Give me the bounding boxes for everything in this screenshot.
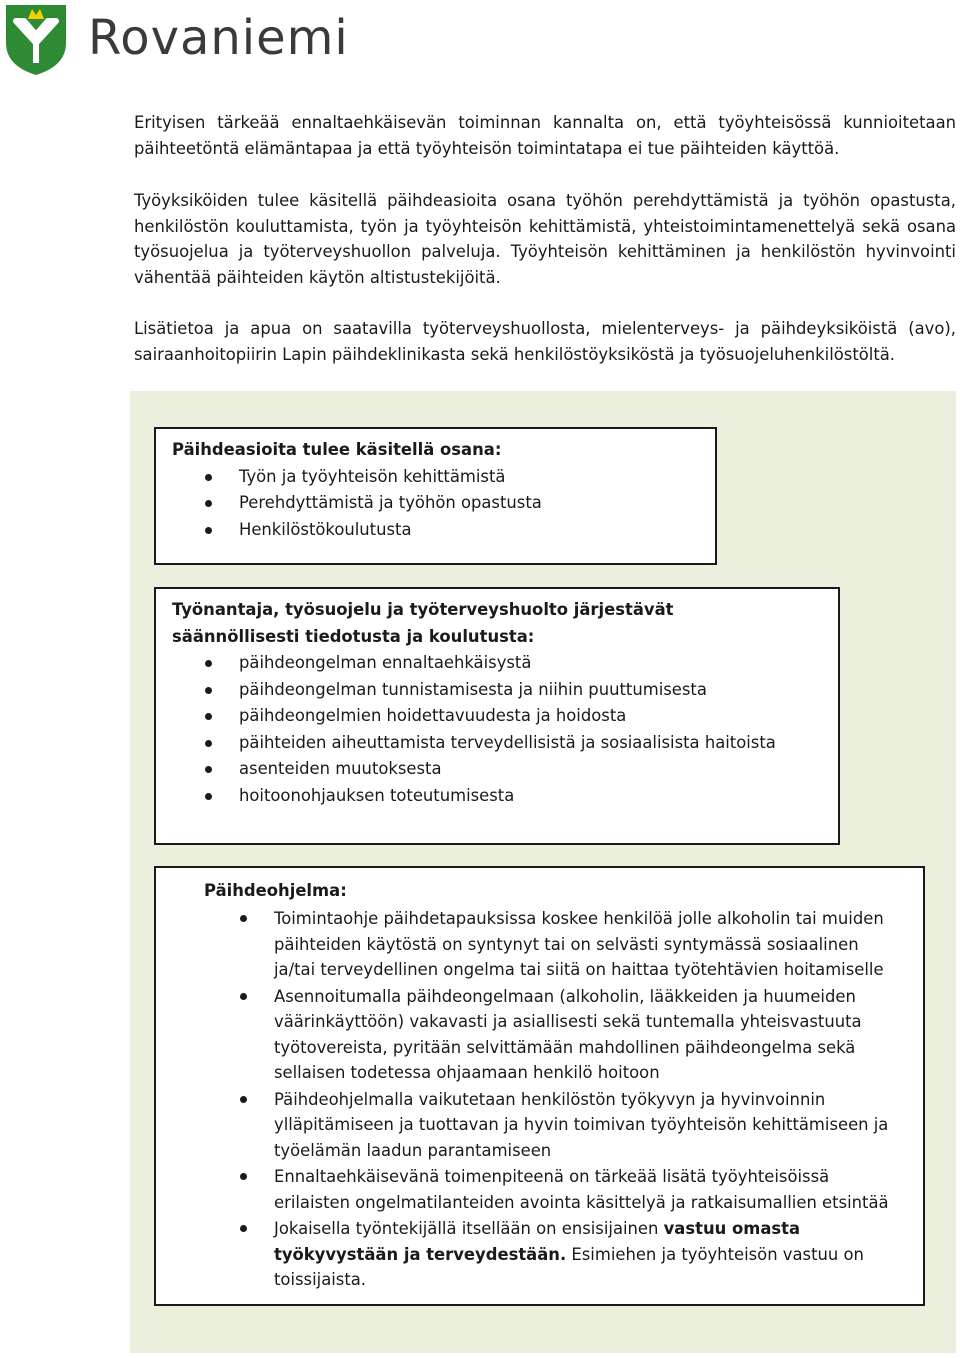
bullet-icon — [205, 766, 212, 773]
bullet-icon — [240, 1225, 247, 1232]
program-box — [154, 866, 925, 1306]
list-item — [172, 783, 824, 810]
list-item-text: päihteiden aiheuttamista terveydellisistä ja sosiaalisista haitoista — [239, 732, 776, 752]
list-item — [172, 464, 701, 491]
bullet-icon — [205, 713, 212, 720]
list-item-text: Jokaisella työntekijällä itsellään on ensisijainen — [274, 1219, 664, 1238]
topics-list — [172, 464, 701, 544]
training-box-title: Työnantaja, työsuojelu ja työterveyshuolto järjestävät säännöllisesti tiedotusta ja koulutusta: — [172, 600, 674, 646]
list-item — [204, 906, 903, 983]
training-box — [154, 587, 840, 845]
list-item-text: Työn ja työyhteisön kehittämistä — [239, 466, 506, 486]
list-item — [204, 1087, 903, 1164]
bullet-icon — [205, 660, 212, 667]
bullet-icon — [205, 687, 212, 694]
list-item — [172, 650, 824, 677]
list-item — [172, 730, 824, 757]
bullet-icon — [240, 1173, 247, 1180]
bullet-icon — [240, 1096, 247, 1103]
list-item-text: Päihdeohjelmalla vaikutetaan henkilöstön työkyvyn ja hyvinvoinnin ylläpitämiseen ja tuottavan ja hyvin toimivan työyhteisön kehittämiseen ja työelämän laadun parantamiseen — [274, 1089, 889, 1160]
list-item-text: päihdeongelmien hoidettavuudesta ja hoidosta — [239, 706, 627, 726]
program-box-title: Päihdeohjelma: — [204, 881, 347, 900]
program-list — [204, 906, 903, 1293]
list-item — [172, 490, 701, 517]
intro-paragraph-2: Työyksiköiden tulee käsitellä päihdeasioita osana työhön perehdyttämistä ja työhön opastusta, henkilöstön kouluttamista, työn ja työyhteisön kehittämistä, yhteistoimintamenettelyä sekä osana työsuojelua ja työterveyshuollon palveluja. Työyhteisön kehittäminen ja henkilöstön hyvinvointi vähentää päihteiden käytön altistustekijöitä. — [134, 191, 956, 287]
bullet-icon — [205, 793, 212, 800]
list-item-text: päihdeongelman ennaltaehkäisystä — [239, 653, 532, 672]
intro-paragraph-3: Lisätietoa ja apua on saatavilla työterveyshuollosta, mielenterveys- ja päihdeyksiköistä (avo), sairaanhoitopiirin Lapin päihdeklinikasta sekä henkilöstöyksiköstä ja työsuojeluhenkilöstöltä. — [134, 319, 956, 364]
bullet-icon — [240, 915, 247, 922]
list-item — [172, 517, 701, 544]
list-item — [204, 984, 903, 1086]
list-item-text: Perehdyttämistä ja työhön opastusta — [239, 493, 542, 512]
bullet-icon — [205, 474, 212, 481]
training-list — [172, 650, 824, 810]
list-item-text: asenteiden muutoksesta — [239, 759, 442, 779]
list-item — [172, 677, 824, 704]
bullet-icon — [205, 740, 212, 747]
topics-box-title: Päihdeasioita tulee käsitellä osana: — [172, 440, 502, 459]
list-item-text: Esimiehen ja työyhteisön vastuu on toissijaista. — [274, 1244, 864, 1289]
list-item-text: päihdeongelman tunnistamisesta ja niihin puuttumisesta — [239, 679, 707, 699]
bullet-icon — [240, 993, 247, 1000]
list-item — [172, 756, 824, 783]
list-item-text: Toimintaohje päihdetapauksissa koskee henkilöä jolle alkoholin tai muiden päihteiden käytöstä on syntynyt tai on selvästi syntymässä sosiaalinen ja/tai terveydellinen ongelma tai siitä on haittaa työtehtävien hoitamiselle — [274, 909, 884, 979]
logo-wordmark: Rovaniemi — [88, 10, 349, 66]
list-item-text: hoitoonohjauksen toteutumisesta — [239, 785, 515, 805]
topics-box — [154, 427, 717, 565]
list-item-text: Ennaltaehkäisevänä toimenpiteenä on tärkeää lisätä työyhteisöissä erilaisten ongelmatilanteiden avointa käsittelyä ja ratkaisumallien etsintää — [274, 1167, 889, 1212]
bullet-icon — [205, 500, 212, 507]
list-item — [172, 703, 824, 730]
list-item — [204, 1164, 903, 1215]
list-item-text: Asennoitumalla päihdeongelmaan (alkoholin, lääkkeiden ja huumeiden väärinkäyttöön) vakavasti ja asiallisesti sekä tuntemalla yhteisvastuuta työtovereista, pyritään selvittämään mahdollinen päihdeongelma sekä sellaisen todetessa ohjaamaan henkilö hoitoon — [274, 986, 862, 1082]
bullet-icon — [205, 527, 212, 534]
rovaniemi-coat-of-arms-icon — [4, 3, 68, 76]
page-header — [0, 0, 960, 80]
list-item — [204, 1216, 903, 1293]
list-item-emphasis: vastuu omasta työkyvystään ja terveydestään. — [274, 1219, 801, 1264]
list-item-text: Henkilöstökoulutusta — [239, 519, 412, 539]
intro-paragraph-1: Erityisen tärkeää ennaltaehkäisevän toiminnan kannalta on, että työyhteisössä kunnioitetaan päihteetöntä elämäntapaa ja että työyhteisön toimintatapa ei tue päihteiden käyttöä. — [134, 113, 956, 158]
